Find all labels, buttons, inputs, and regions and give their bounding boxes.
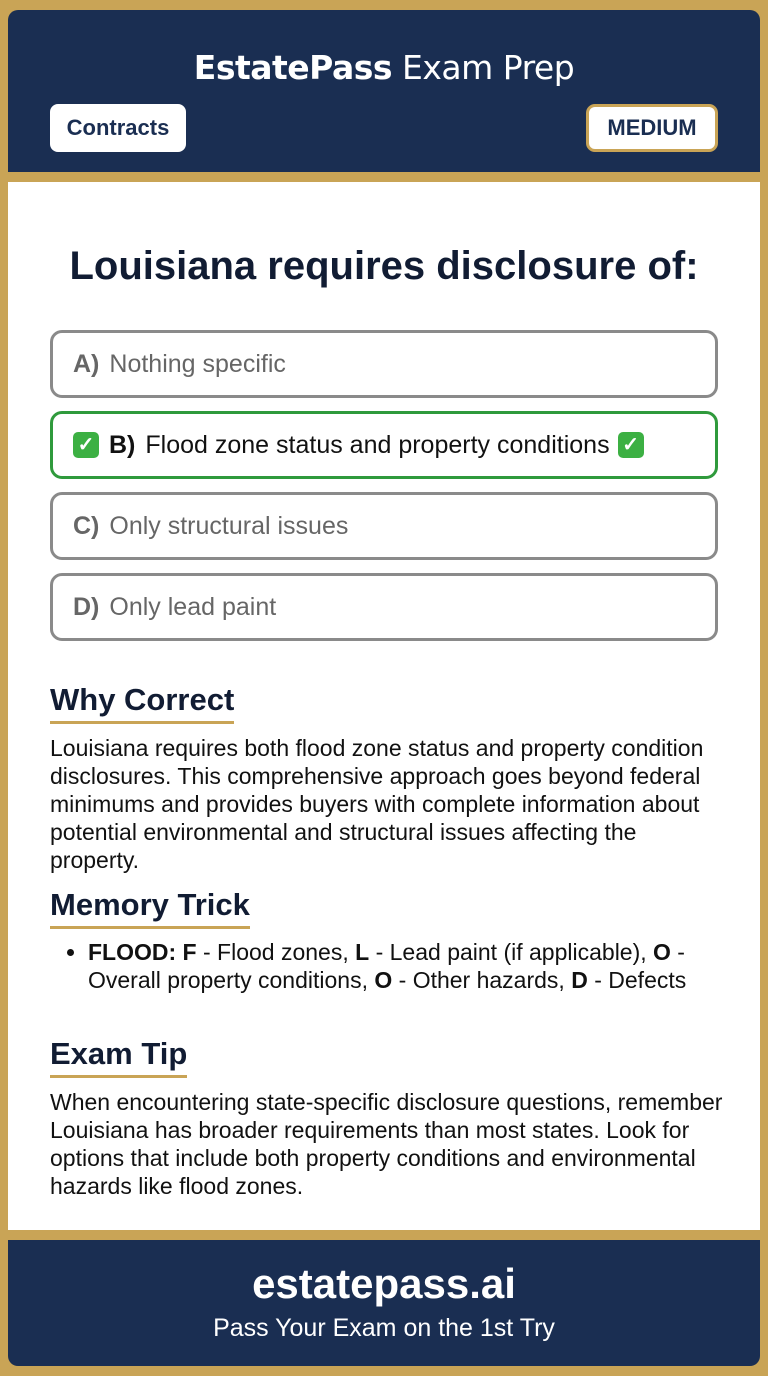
question-text: Louisiana requires disclosure of: (69, 244, 699, 288)
option-a[interactable]: A) Nothing specific (50, 330, 718, 398)
footer-site: estatepass.ai (252, 1260, 516, 1307)
option-c[interactable]: C) Only structural issues (50, 492, 718, 560)
difficulty-badge: MEDIUM (586, 104, 718, 152)
header (8, 10, 760, 172)
option-d[interactable]: D) Only lead paint (50, 573, 718, 641)
memory-trick-item: • FLOOD: F - Flood zones, L - Lead paint (if applicable), O - Overall property conditions, O - Other hazards, D - Defects (88, 938, 730, 994)
category-badge: Contracts (50, 104, 186, 152)
footer-tagline: Pass Your Exam on the 1st Try (213, 1314, 555, 1342)
exam-tip-text: When encountering state-specific disclosure questions, remember Louisiana has broader requirements than most states. Look for options that include both property conditions and environmental hazards like flood zones. (50, 1089, 723, 1199)
app-title: EstatePass Exam Prep (193, 48, 575, 87)
question-card (8, 182, 760, 1230)
memory-trick-list (50, 938, 730, 994)
option-b-correct[interactable]: ✓ B) Flood zone status and property conditions ✓ (50, 411, 718, 479)
exam-tip-heading: Exam Tip (50, 1036, 187, 1078)
check-icon: ✓ (618, 432, 644, 458)
check-icon: ✓ (73, 432, 99, 458)
footer (8, 1240, 760, 1366)
memory-trick-heading: Memory Trick (50, 887, 250, 929)
why-correct-text: Louisiana requires both flood zone status and property condition disclosures. This comprehensive approach goes beyond federal minimums and provides buyers with complete information about potential environmental and structural issues affecting the property. (50, 735, 704, 873)
why-correct-heading: Why Correct (50, 682, 234, 724)
